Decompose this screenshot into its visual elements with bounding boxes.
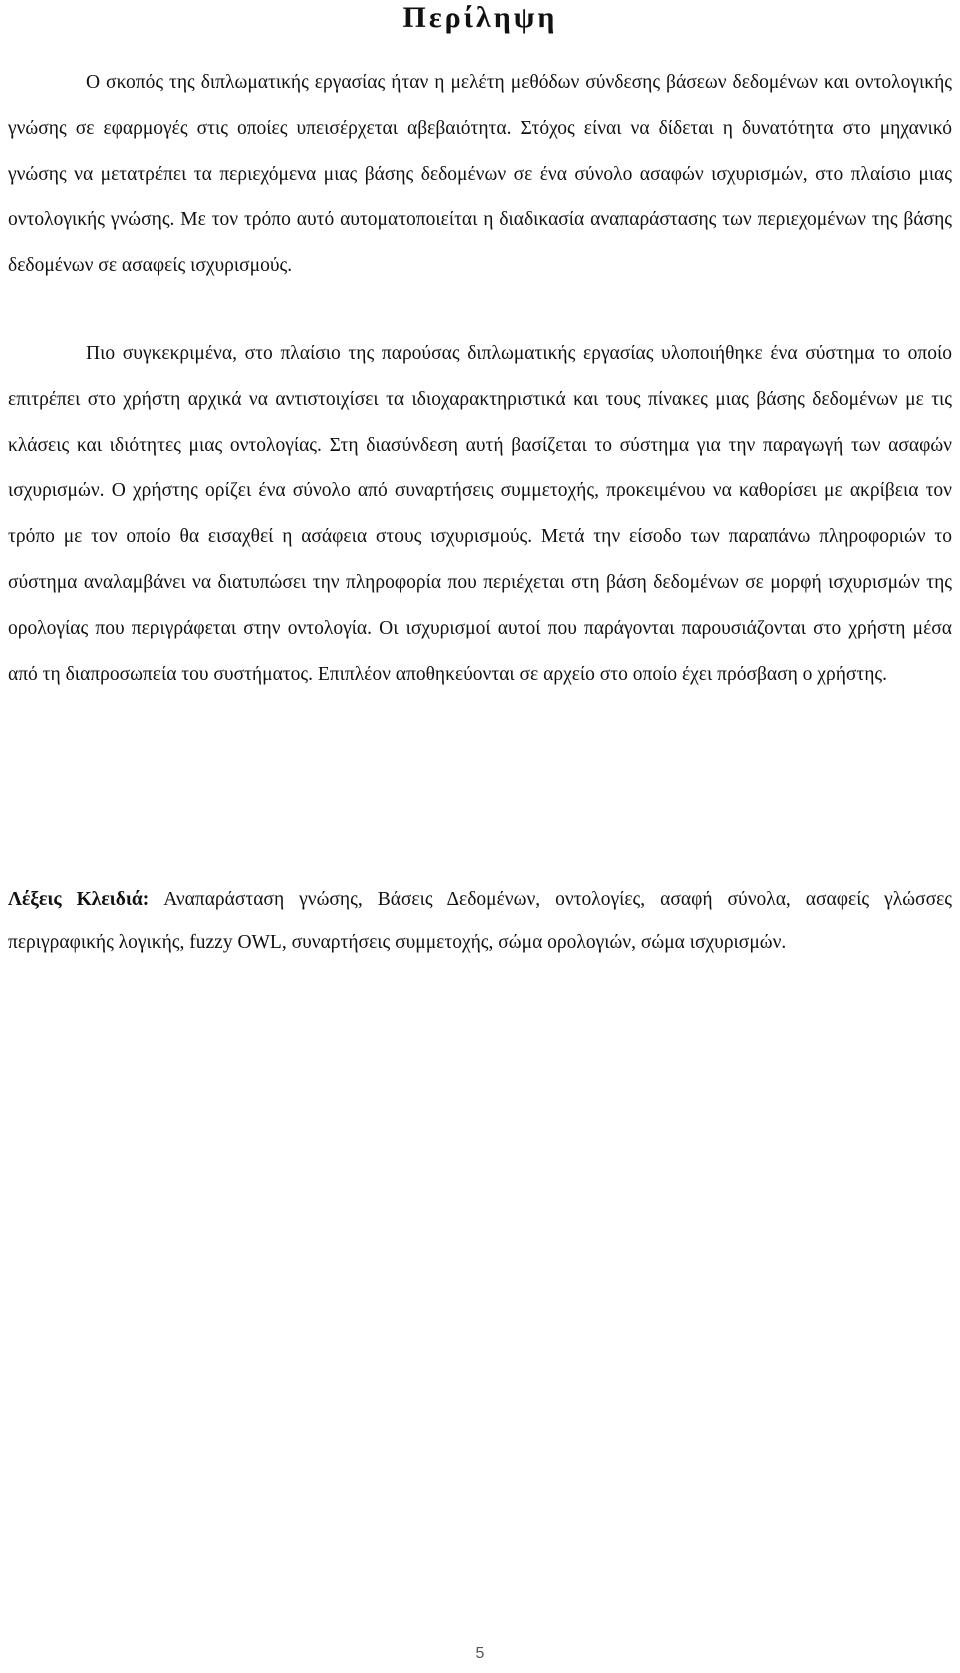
page-title: Περίληψη: [402, 1, 558, 34]
abstract-paragraph-1: Ο σκοπός της διπλωματικής εργασίας ήταν η μελέτη μεθόδων σύνδεσης βάσεων δεδομένων και οντολογικής γνώσης σε εφαρμογές στις οποίες υπεισέρχεται αβεβαιότητα. Στόχος είναι να δίδεται η δυνατότητα στο μηχανικό γνώσης να μετατρέπει τα περιεχόμενα μιας βάσης δεδομένων σε ένα σύνολο ασαφών ισχυρισμών, στο πλαίσιο μιας οντολογικής γνώσης. Με τον τρόπο αυτό αυτοματοποιείται η διαδικασία αναπαράστασης των περιεχομένων της βάσης δεδομένων σε ασαφείς ισχυρισμούς.: [8, 72, 952, 277]
keywords-label: Λέξεις Κλειδιά:: [8, 889, 150, 910]
abstract-paragraph-2: Πιο συγκεκριμένα, στο πλαίσιο της παρούσας διπλωματικής εργασίας υλοποιήθηκε ένα σύστημα το οποίο επιτρέπει στο χρήστη αρχικά να αντιστοιχίσει τα ιδιοχαρακτηριστικά και τους πίνακες μιας βάσης δεδομένων με τις κλάσεις και ιδιότητες μιας οντολογίας. Στη διασύνδεση αυτή βασίζεται το σύστημα για την παραγωγή των ασαφών ισχυρισμών. Ο χρήστης ορίζει ένα σύνολο από συναρτήσεις συμμετοχής, προκειμένου να καθορίσει με ακρίβεια τον τρόπο με τον οποίο θα εισαχθεί η ασάφεια στους ισχυρισμούς. Μετά την είσοδο των παραπάνω πληροφοριών το σύστημα αναλαμβάνει να διατυπώσει την πληροφορία που περιέχεται στη βάση δεδομένων σε μορφή ισχυρισμών της ορολογίας που περιγράφεται στην οντολογία. Οι ισχυρισμοί αυτοί που παράγονται παρουσιάζονται στο χρήστη μέσα από τη διαπροσωπεία του συστήματος. Επιπλέον αποθηκεύονται σε αρχείο στο οποίο έχει πρόσβαση ο χρήστης.: [8, 343, 952, 685]
keywords-text: Αναπαράσταση γνώσης, Βάσεις Δεδομένων, οντολογίες, ασαφή σύνολα, ασαφείς γλώσσες περιγραφικής λογικής, fuzzy OWL, συναρτήσεις συμμετοχής, σώμα ορολογιών, σώμα ισχυρισμών.: [8, 889, 952, 953]
page-number: 5: [475, 1645, 485, 1662]
keywords-paragraph: [8, 878, 952, 964]
